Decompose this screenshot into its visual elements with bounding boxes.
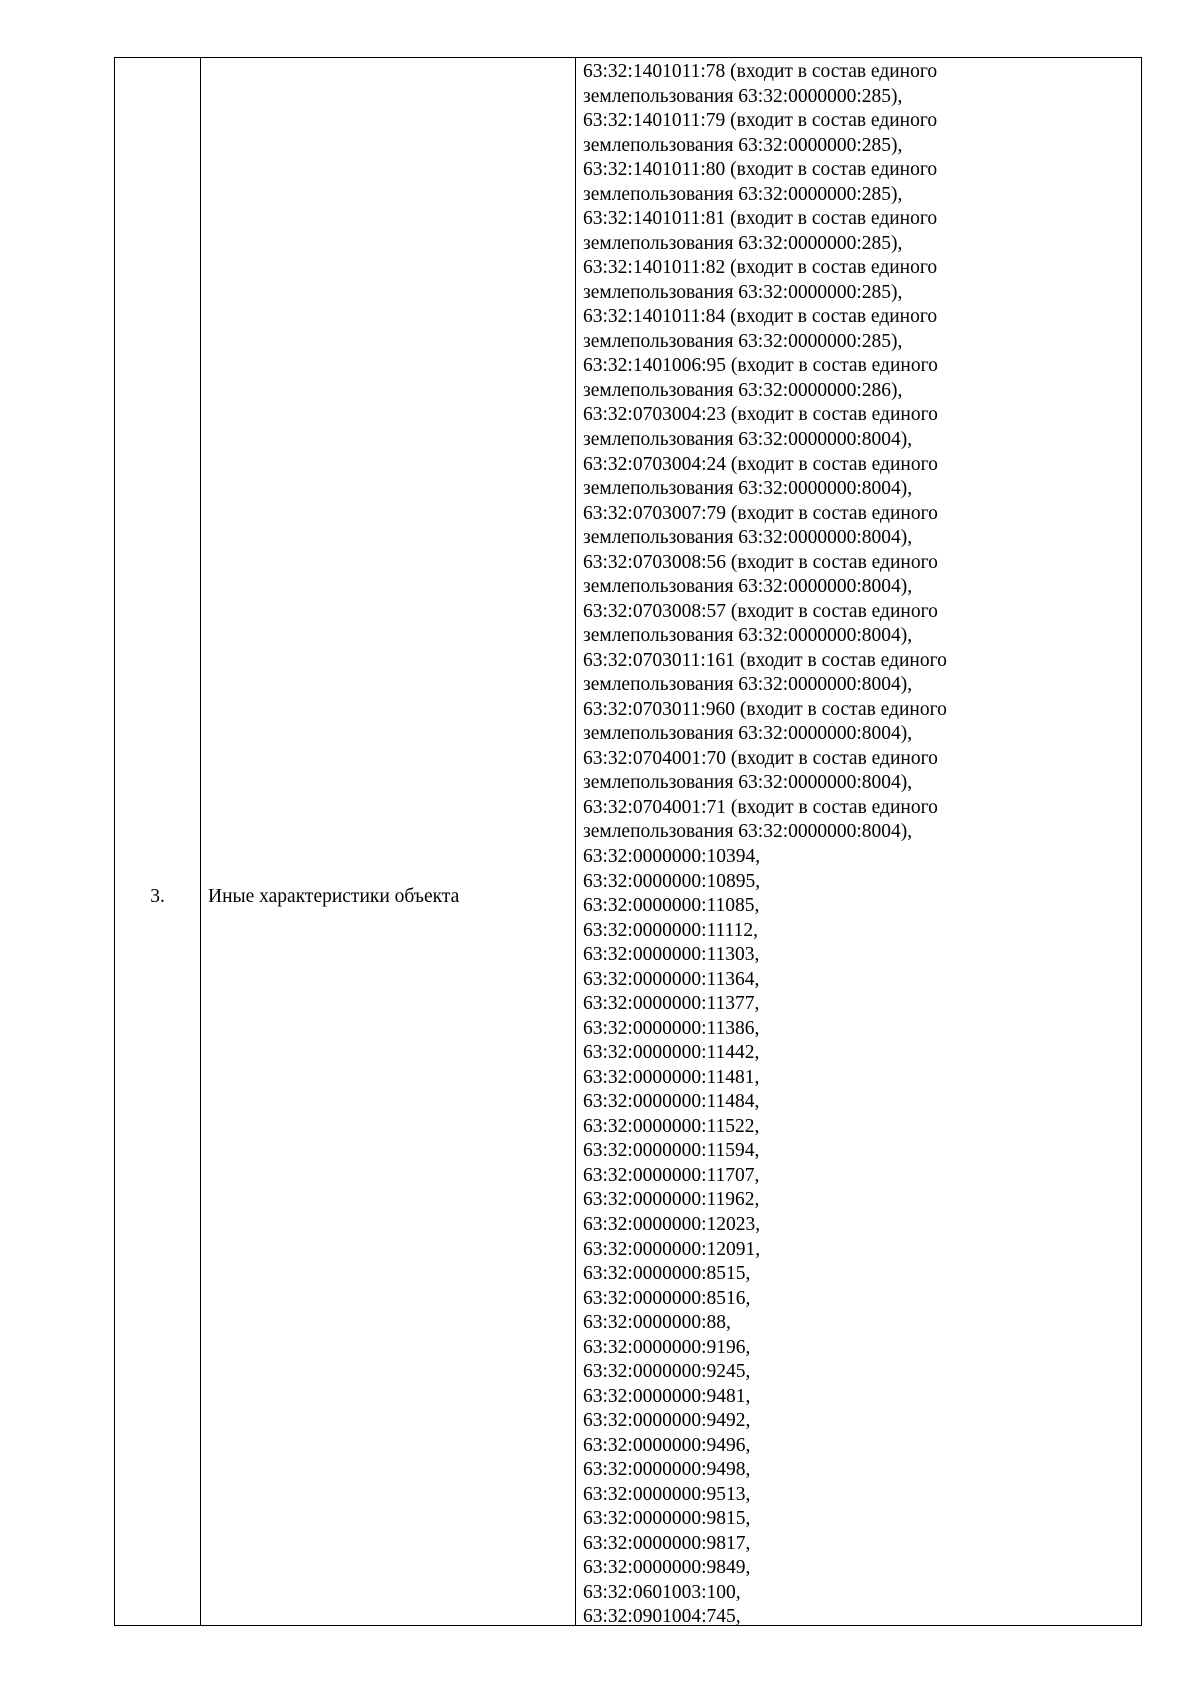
cadastral-number-line: 63:32:0703008:57 (входит в состав единого <box>583 600 938 622</box>
cadastral-number-line: 63:32:1401011:84 (входит в состав единого <box>583 306 938 328</box>
cadastral-number-line: землепользования 63:32:0000000:285), <box>583 85 903 107</box>
cadastral-number-line: 63:32:0000000:12091, <box>583 1238 761 1260</box>
cadastral-number-line: землепользования 63:32:0000000:285), <box>583 232 903 254</box>
cadastral-number-line: 63:32:1401011:81 (входит в состав единого <box>583 208 938 230</box>
cadastral-number-line: землепользования 63:32:0000000:8004), <box>583 428 913 450</box>
characteristics-table <box>114 57 1142 1626</box>
cadastral-number-line: 63:32:0000000:9492, <box>583 1410 751 1432</box>
cadastral-number-line: 63:32:1401006:95 (входит в состав единого <box>583 355 938 377</box>
cadastral-number-line: землепользования 63:32:0000000:8004), <box>583 625 913 647</box>
cadastral-numbers-list <box>583 60 1137 1630</box>
cadastral-number-line: 63:32:0703011:960 (входит в состав единого <box>583 698 947 720</box>
cadastral-number-line: 63:32:1401011:82 (входит в состав единого <box>583 257 938 279</box>
cadastral-number-line: 63:32:0703007:79 (входит в состав единого <box>583 502 938 524</box>
cadastral-number-line: 63:32:0000000:88, <box>583 1312 731 1334</box>
cadastral-number-line: 63:32:0000000:9498, <box>583 1459 751 1481</box>
cadastral-number-line: 63:32:0000000:9245, <box>583 1361 751 1383</box>
cadastral-number-line: 63:32:0000000:9849, <box>583 1557 751 1579</box>
cadastral-number-line: 63:32:0000000:11484, <box>583 1091 760 1113</box>
cadastral-number-line: 63:32:0000000:9196, <box>583 1336 751 1358</box>
row-label: Иные характеристики объекта <box>208 886 460 907</box>
cadastral-number-line: землепользования 63:32:0000000:285), <box>583 134 903 156</box>
cadastral-number-line: 63:32:0000000:9481, <box>583 1385 751 1407</box>
cadastral-number-line: землепользования 63:32:0000000:8004), <box>583 723 913 745</box>
cadastral-number-line: 63:32:0000000:11085, <box>583 895 760 917</box>
cadastral-number-line: 63:32:1401011:78 (входит в состав единого <box>583 61 938 82</box>
cadastral-number-line: 63:32:0000000:8516, <box>583 1287 751 1309</box>
row-label-cell <box>201 58 576 1625</box>
cadastral-number-line: 63:32:0000000:11594, <box>583 1140 760 1162</box>
cadastral-number-line: 63:32:1401011:79 (входит в состав единого <box>583 110 938 132</box>
cadastral-number-line: землепользования 63:32:0000000:285), <box>583 183 903 205</box>
cadastral-number-line: 63:32:0000000:11442, <box>583 1042 760 1064</box>
cadastral-number-line: 63:32:0000000:11364, <box>583 968 760 990</box>
cadastral-number-line: 63:32:0000000:8515, <box>583 1263 751 1285</box>
cadastral-number-line: 63:32:0000000:11303, <box>583 944 760 966</box>
cadastral-number-line: 63:32:0601003:100, <box>583 1581 741 1603</box>
cadastral-number-line: землепользования 63:32:0000000:286), <box>583 379 903 401</box>
cadastral-number-line: 63:32:0000000:9817, <box>583 1532 751 1554</box>
cadastral-number-line: 63:32:0703004:23 (входит в состав единого <box>583 404 938 426</box>
cadastral-number-line: 63:32:0000000:11377, <box>583 993 760 1015</box>
cadastral-number-line: 63:32:0000000:10394, <box>583 846 761 867</box>
cadastral-number-line: 63:32:0703004:24 (входит в состав единого <box>583 453 938 475</box>
cadastral-number-line: 63:32:0000000:9815, <box>583 1508 751 1530</box>
cadastral-number-line: 63:32:0000000:11962, <box>583 1189 760 1211</box>
cadastral-number-line: землепользования 63:32:0000000:8004), <box>583 576 913 598</box>
cadastral-number-line: землепользования 63:32:0000000:285), <box>583 281 903 303</box>
cadastral-number-line: 63:32:0000000:12023, <box>583 1213 761 1235</box>
cadastral-number-line: 63:32:0703011:161 (входит в состав единого <box>583 649 947 671</box>
cadastral-number-line: 63:32:0704001:71 (входит в состав единого <box>583 796 938 818</box>
cadastral-number-line: землепользования 63:32:0000000:8004), <box>583 527 913 549</box>
cadastral-number-line: 63:32:0000000:11707, <box>583 1164 760 1186</box>
cadastral-number-line: землепользования 63:32:0000000:285), <box>583 330 903 352</box>
cadastral-number-line: 63:32:0000000:11481, <box>583 1066 760 1088</box>
cadastral-number-line: землепользования 63:32:0000000:8004), <box>583 772 913 794</box>
cadastral-number-line: 63:32:0703008:56 (входит в состав единого <box>583 551 938 573</box>
cadastral-number-line: землепользования 63:32:0000000:8004), <box>583 674 913 696</box>
cadastral-number-line: 63:32:0901004:745, <box>583 1606 741 1628</box>
cadastral-number-line: 63:32:1401011:80 (входит в состав единого <box>583 159 938 181</box>
cadastral-number-line: 63:32:0000000:11386, <box>583 1017 760 1039</box>
row-number-cell <box>115 58 201 1625</box>
cadastral-number-line: 63:32:0000000:10895, <box>583 870 761 892</box>
row-number: 3. <box>150 886 165 907</box>
cadastral-number-line: 63:32:0000000:9496, <box>583 1434 751 1456</box>
cadastral-number-line: землепользования 63:32:0000000:8004), <box>583 821 913 843</box>
cadastral-number-line: землепользования 63:32:0000000:8004), <box>583 478 913 500</box>
cadastral-number-line: 63:32:0704001:70 (входит в состав единого <box>583 747 938 769</box>
cadastral-number-line: 63:32:0000000:9513, <box>583 1483 751 1505</box>
cadastral-number-line: 63:32:0000000:11522, <box>583 1115 760 1137</box>
cadastral-number-line: 63:32:0000000:11112, <box>583 919 758 941</box>
row-value-cell <box>576 58 1141 1628</box>
